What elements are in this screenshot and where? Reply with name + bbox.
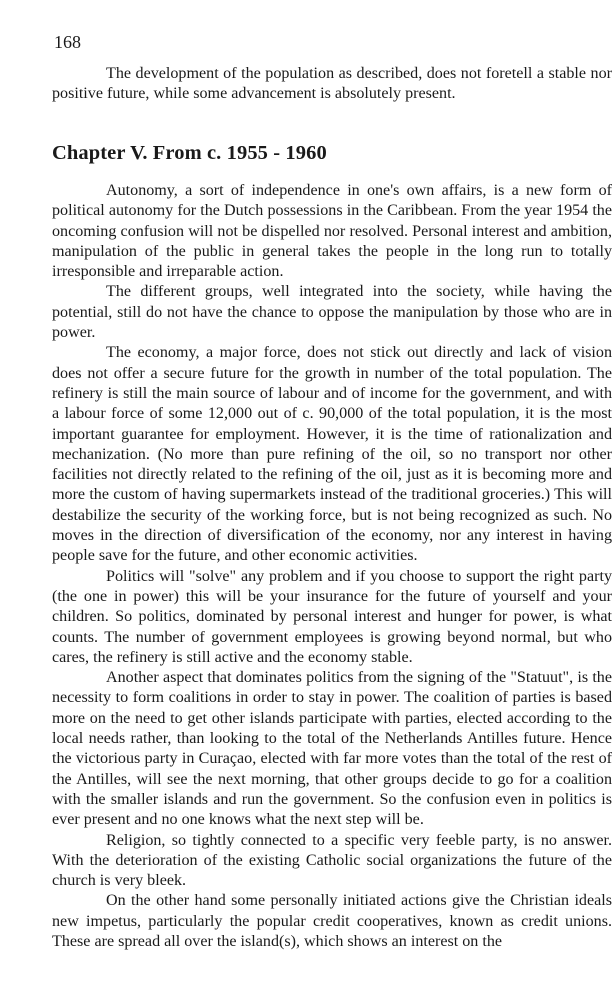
page-number: 168 — [54, 32, 81, 52]
paragraph-coalitions: Another aspect that dominates politics from the signing of the "Statuut", is the necessity to form coalitions in order to stay in power. The coalition of parties is based more on the need to get other islands participate with parties, elected according to the local needs rather, than looking to the total of the Netherlands Antilles future. Hence the victorious party in Curaçao, elected with far more votes than the total of the rest of the Antilles, will see the next morning, that other groups decide to go for a coalition with the smaller islands and run the government. So the confusion even in politics is ever present and no one knows what the next step will be. — [52, 669, 612, 829]
paragraph-politics: Politics will "solve" any problem and if you choose to support the right party (the one in power) this will be your insurance for the future of yourself and your children. So politics, dominated by personal interest and hunger for power, is what counts. The number of government employees is growing beyond normal, but who cares, the refinery is still active and the economy stable. — [52, 567, 612, 666]
paragraph-autonomy: Autonomy, a sort of independence in one's own affairs, is a new form of political autonomy for the Dutch possessions in the Caribbean. From the year 1954 the oncoming confusion will not be dispelled nor resolved. Personal interest and ambition, manipulation of the public in general takes the people in the long run to totally irresponsible and irreparable action. — [52, 182, 612, 281]
document-page — [52, 0, 612, 1000]
chapter-heading: Chapter V. From c. 1955 - 1960 — [52, 142, 327, 164]
paragraph-religion: Religion, so tightly connected to a specific very feeble party, is no answer. With the deterioration of the existing Catholic social organizations the future of the church is very bleek. — [52, 831, 612, 890]
paragraph-economy: The economy, a major force, does not stick out directly and lack of vision does not offer a secure future for the growth in number of the total population. The refinery is still the main source of labour and of income for the government, and with a labour force of some 12,000 out of c. 90,000 of the total population, it is the most important guarantee for employment. However, it is the time of rationalization and mechanization. (No more than pure refining of the oil, so no transport nor other facilities not directly related to the refining of the oil, just as it is becoming more and more the custom of having supermarkets instead of the traditional groceries.) This will destabilize the security of the working force, but is not being recognized as such. No moves in the direction of diversification of the economy, nor any interest in having people save for the future, and other economic activities. — [52, 344, 612, 565]
paragraph-credit-unions: On the other hand some personally initiated actions give the Christian ideals new impetus, particularly the popular credit cooperatives, known as credit unions. These are spread all over the island(s), which shows an interest on the — [52, 892, 612, 950]
intro-paragraph: The development of the population as described, does not foretell a stable nor positive future, while some advancement is absolutely present. — [52, 65, 612, 103]
chapter-body — [52, 181, 612, 952]
paragraph-groups: The different groups, well integrated into the society, while having the potential, still do not have the chance to oppose the manipulation by those who are in power. — [52, 283, 612, 342]
